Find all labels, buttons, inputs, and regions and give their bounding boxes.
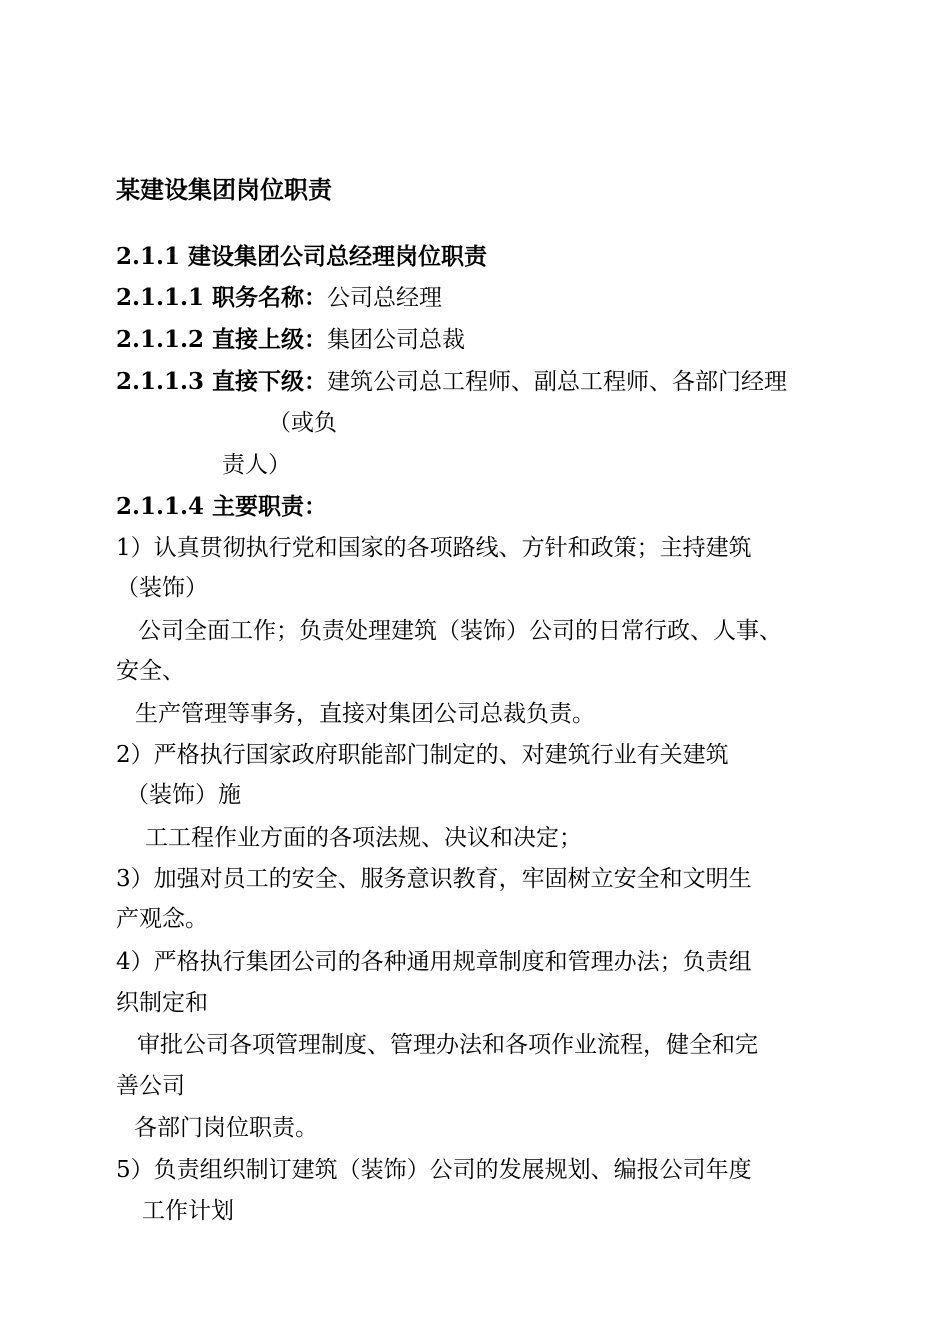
duty-line: 各部门岗位职责。 xyxy=(134,1115,318,1141)
field-label: 2.1.1.2 直接上级： xyxy=(116,326,328,353)
field-value: 公司总经理 xyxy=(327,285,443,311)
duty-line: （装饰） xyxy=(116,575,208,601)
field-main-duties: 2.1.1.4 主要职责： xyxy=(116,493,328,520)
duty-line: 工工程作业方面的各项法规、决议和决定； xyxy=(145,825,582,851)
duty-line: 公司全面工作；负责处理建筑（装饰）公司的日常行政、人事、 xyxy=(138,618,782,644)
duty-line: 1）认真贯彻执行党和国家的各项路线、方针和政策；主持建筑 xyxy=(116,535,752,561)
field-direct-superior xyxy=(116,325,465,355)
duty-line: （装饰）施 xyxy=(126,782,241,808)
duty-line: 5）负责组织制订建筑（装饰）公司的发展规划、编报公司年度 xyxy=(116,1157,752,1183)
duty-line: 2）严格执行国家政府职能部门制定的、对建筑行业有关建筑 xyxy=(116,742,729,768)
section-heading: 2.1.1 建设集团公司总经理岗位职责 xyxy=(116,243,488,270)
field-value-continued: 责人） xyxy=(222,452,291,478)
duty-line: 4）严格执行集团公司的各种通用规章制度和管理办法；负责组 xyxy=(116,949,752,975)
field-label: 2.1.1.1 职务名称： xyxy=(116,284,328,311)
duty-line: 工作计划 xyxy=(142,1198,234,1224)
duty-line: 3）加强对员工的安全、服务意识教育，牢固树立安全和文明生 xyxy=(116,866,752,892)
field-label: 2.1.1.3 直接下级： xyxy=(116,368,328,395)
field-job-title xyxy=(116,283,442,313)
field-value: 建筑公司总工程师、副总工程师、各部门经理 xyxy=(327,369,788,395)
field-direct-subordinate xyxy=(116,367,787,397)
duty-line: 产观念。 xyxy=(116,906,208,932)
duty-line: 审批公司各项管理制度、管理办法和各项作业流程，健全和完 xyxy=(137,1032,758,1058)
field-value: 集团公司总裁 xyxy=(327,327,466,353)
duty-line: 善公司 xyxy=(116,1073,185,1099)
duty-line: 织制定和 xyxy=(116,990,208,1016)
duty-line: 生产管理等事务，直接对集团公司总裁负责。 xyxy=(135,701,595,727)
field-value-continued: （或负 xyxy=(268,410,337,436)
doc-title: 某建设集团岗位职责 xyxy=(116,175,332,204)
duty-line: 安全、 xyxy=(116,658,185,684)
